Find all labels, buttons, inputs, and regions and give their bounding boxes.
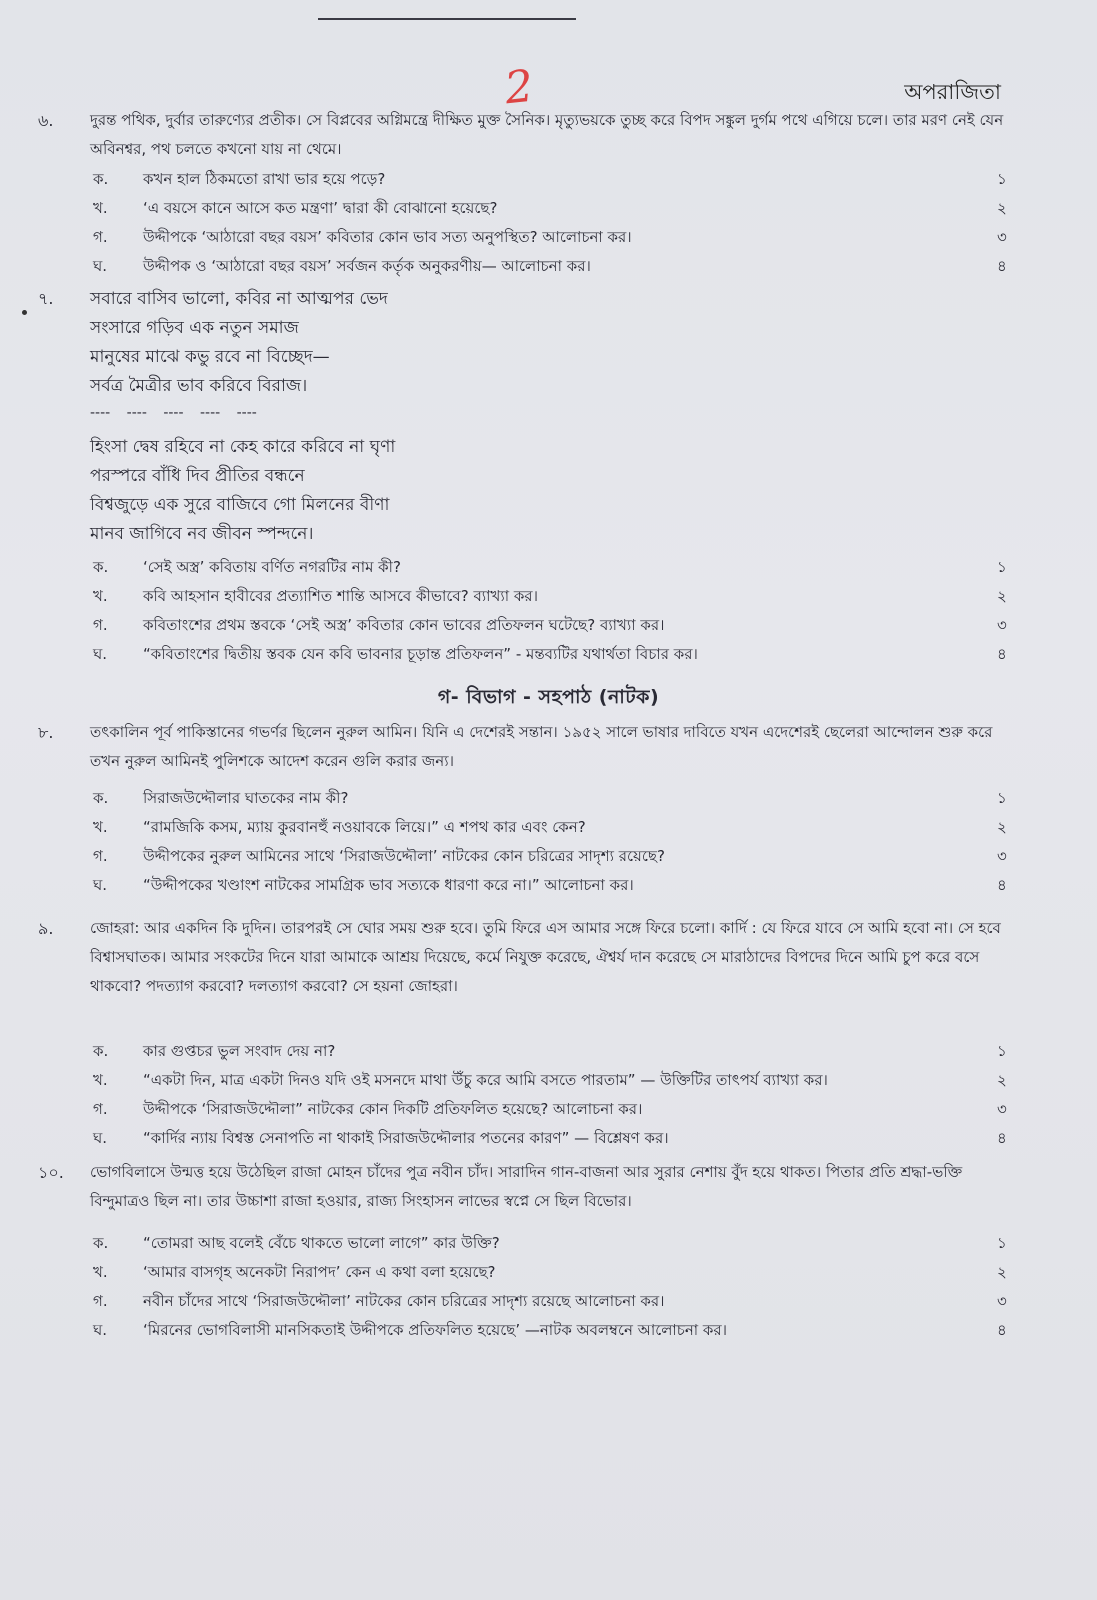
sub-mark: ২ bbox=[997, 1263, 1007, 1281]
poem-line: সবারে বাসিব ভালো, কবির না আত্মপর ভেদ bbox=[90, 289, 388, 309]
sub-mark: ৩ bbox=[997, 1100, 1007, 1118]
sub-letter: খ. bbox=[93, 587, 108, 605]
sub-letter: ঘ. bbox=[93, 1321, 108, 1339]
poem-line: বিশ্বজুড়ে এক সুরে বাজিবে গো মিলনের বীণা bbox=[90, 495, 390, 515]
sub-mark: ২ bbox=[997, 818, 1007, 836]
sub-text: নবীন চাঁদের সাথে ‘সিরাজউদ্দৌলা’ নাটকের কোন চরিত্রের সাদৃশ্য রয়েছে আলোচনা কর। bbox=[143, 1292, 665, 1310]
sub-mark: ২ bbox=[997, 199, 1007, 217]
poem-line: হিংসা দ্বেষ রহিবে না কেহ কারে করিবে না ঘৃণা bbox=[90, 437, 396, 457]
question-number: ৮. bbox=[38, 723, 54, 742]
question-number: ৬. bbox=[38, 111, 54, 130]
sub-mark: ৩ bbox=[997, 616, 1007, 634]
sub-mark: ৪ bbox=[997, 645, 1007, 663]
sub-letter: ক. bbox=[93, 558, 109, 576]
sub-text: উদ্দীপক ও ‘আঠারো বছর বয়স’ সর্বজন কর্তৃক অনুকরণীয়— আলোচনা কর। bbox=[143, 257, 591, 275]
sub-mark: ৪ bbox=[997, 876, 1007, 894]
sub-letter: ক. bbox=[93, 170, 109, 188]
sub-text: “তোমরা আছ বলেই বেঁচে থাকতে ভালো লাগে” কার উক্তি? bbox=[143, 1234, 500, 1252]
sub-mark: ১ bbox=[997, 789, 1007, 807]
sub-text: ‘এ বয়সে কানে আসে কত মন্ত্রণা’ দ্বারা কী বোঝানো হয়েছে? bbox=[143, 199, 498, 217]
sub-text: কার গুপ্তচর ভুল সংবাদ দেয় না? bbox=[143, 1042, 336, 1060]
top-rule bbox=[318, 18, 576, 20]
sub-letter: গ. bbox=[93, 616, 108, 634]
sub-text: কখন হাল ঠিকমতো রাখা ভার হয়ে পড়ে? bbox=[143, 170, 386, 188]
sub-mark: ৩ bbox=[997, 228, 1007, 246]
question-number: ৭. bbox=[38, 289, 54, 308]
sub-mark: ৩ bbox=[997, 1292, 1007, 1310]
sub-letter: ক. bbox=[93, 1042, 109, 1060]
section-title: গ- বিভাগ - সহপাঠ (নাটক) bbox=[437, 686, 660, 708]
book-name: অপরাজিতা bbox=[904, 80, 1001, 104]
sub-mark: ১ bbox=[997, 1042, 1007, 1060]
sub-letter: ঘ. bbox=[93, 1129, 108, 1147]
sub-text: কবিতাংশের প্রথম স্তবকে ‘সেই অস্ত্র’ কবিতার কোন ভাবের প্রতিফলন ঘটেছে? ব্যাখ্যা কর। bbox=[143, 616, 665, 634]
sub-text: “কার্দির ন্যায় বিশ্বস্ত সেনাপতি না থাকাই সিরাজউদ্দৌলার পতনের কারণ” — বিশ্লেষণ কর। bbox=[143, 1129, 669, 1147]
sub-mark: ৪ bbox=[997, 257, 1007, 275]
sub-mark: ২ bbox=[997, 587, 1007, 605]
stanza-separator: ---- ---- ---- ---- ---- bbox=[90, 405, 257, 421]
sub-text: ‘আমার বাসগৃহ অনেকটা নিরাপদ’ কেন এ কথা বলা হয়েছে? bbox=[143, 1263, 496, 1281]
question-stem: ভোগবিলাসে উন্মত্ত হয়ে উঠেছিল রাজা মোহন চাঁদের পুত্র নবীন চাঁদ। সারাদিন গান-বাজনা আর সুরার নেশায় বুঁদ হয়ে থাকত। পিতার প্রতি শ্রদ্ধা-ভক্তি বিন্দুমাত্রও ছিল না। তার উচ্চাশা রাজা হওয়ার, রাজ্য সিংহাসন লাভের স্বপ্নে সে ছিল বিভোর। bbox=[90, 1163, 963, 1210]
sub-letter: খ. bbox=[93, 1263, 108, 1281]
sub-text: উদ্দীপকে ‘সিরাজউদ্দৌলা” নাটকের কোন দিকটি প্রতিফলিত হয়েছে? আলোচনা কর। bbox=[143, 1100, 643, 1118]
sub-text: উদ্দীপকের নুরুল আমিনের সাথে ‘সিরাজউদ্দৌলা’ নাটকের কোন চরিত্রের সাদৃশ্য রয়েছে? bbox=[143, 847, 665, 865]
sub-text: ‘সেই অস্ত্র’ কবিতায় বর্ণিত নগরটির নাম কী? bbox=[143, 558, 401, 576]
poem-line: পরস্পরে বাঁধি দিব প্রীতির বন্ধনে bbox=[90, 466, 305, 486]
sub-text: ‘মিরনের ভোগবিলাসী মানসিকতাই উদ্দীপকে প্রতিফলিত হয়েছে’ —নাটক অবলম্বনে আলোচনা কর। bbox=[143, 1321, 728, 1339]
sub-mark: ৩ bbox=[997, 847, 1007, 865]
poem-line: মানব জাগিবে নব জীবন স্পন্দনে। bbox=[90, 524, 314, 544]
sub-text: কবি আহসান হাবীবের প্রত্যাশিত শান্তি আসবে কীভাবে? ব্যাখ্যা কর। bbox=[143, 587, 538, 605]
sub-letter: ঘ. bbox=[93, 645, 108, 663]
question-number: ৯. bbox=[38, 919, 54, 938]
sub-text: “কবিতাংশের দ্বিতীয় স্তবক যেন কবি ভাবনার চূড়ান্ত প্রতিফলন” - মন্তব্যটির যথার্থতা বিচার কর। bbox=[143, 645, 698, 663]
sub-letter: গ. bbox=[93, 847, 108, 865]
ink-dot bbox=[22, 310, 27, 315]
poem-line: মানুষের মাঝে কভু রবে না বিচ্ছেদ— bbox=[90, 347, 330, 367]
sub-mark: ৪ bbox=[997, 1129, 1007, 1147]
sub-letter: গ. bbox=[93, 1100, 108, 1118]
sub-letter: খ. bbox=[93, 818, 108, 836]
sub-mark: ৪ bbox=[997, 1321, 1007, 1339]
sub-mark: ১ bbox=[997, 1234, 1007, 1252]
handwritten-page-mark: 2 bbox=[502, 60, 536, 115]
question-stem: দুরন্ত পথিক, দুর্বার তারুণ্যের প্রতীক। সে বিপ্লবের অগ্নিমন্ত্রে দীক্ষিত মুক্ত সৈনিক। মৃত্যুভয়কে তুচ্ছ করে বিপদ সঙ্কুল দুর্গম পথে এগিয়ে চলে। তার মরণ নেই যেন অবিনশ্বর, পথ চলতে কখনো যায় না থেমে। bbox=[90, 111, 1004, 158]
poem-line: সর্বত্র মৈত্রীর ভাব করিবে বিরাজ। bbox=[90, 376, 308, 396]
sub-text: উদ্দীপকে ‘আঠারো বছর বয়স’ কবিতার কোন ভাব সত্য অনুপস্থিত? আলোচনা কর। bbox=[143, 228, 632, 246]
sub-letter: ঘ. bbox=[93, 257, 108, 275]
sub-text: সিরাজউদ্দৌলার ঘাতকের নাম কী? bbox=[143, 789, 349, 807]
sub-text: “উদ্দীপকের খণ্ডাংশ নাটকের সামগ্রিক ভাব সত্যকে ধারণা করে না।” আলোচনা কর। bbox=[143, 876, 634, 894]
sub-mark: ২ bbox=[997, 1071, 1007, 1089]
question-stem: জোহরা: আর একদিন কি দুদিন। তারপরই সে ঘোর সময় শুরু হবে। তুমি ফিরে এস আমার সঙ্গে ফিরে চলো। কার্দি : যে ফিরে যাবে সে আমি হবো না। সে হবে বিশ্বাসঘাতক। আমার সংকটের দিনে যারা আমাকে আশ্রয় দিয়েছে, কর্মে নিযুক্ত করেছে, ঐশ্বর্য দান করেছে সে মারাঠাদের বিপদের দিনে আমি চুপ করে বসে থাকবো? পদত্যাগ করবো? দলত্যাগ করবো? সে হয়না জোহরা। bbox=[90, 919, 1001, 995]
sub-text: “একটা দিন, মাত্র একটা দিনও যদি ওই মসনদে মাথা উঁচু করে আমি বসতে পারতাম” — উক্তিটির তাৎপর্য ব্যাখ্যা কর। bbox=[143, 1071, 828, 1089]
sub-text: “রামজিকি কসম, ম্যায় কুরবানহুঁ নওয়াবকে লিয়ে।” এ শপথ কার এবং কেন? bbox=[143, 818, 586, 836]
sub-letter: খ. bbox=[93, 1071, 108, 1089]
question-number: ১০. bbox=[38, 1163, 64, 1182]
poem-line: সংসারে গড়িব এক নতুন সমাজ bbox=[90, 318, 299, 338]
sub-letter: ক. bbox=[93, 1234, 109, 1252]
sub-mark: ১ bbox=[997, 558, 1007, 576]
question-stem: তৎকালিন পূর্ব পাকিস্তানের গভর্ণর ছিলেন নুরুল আমিন। যিনি এ দেশেরই সন্তান। ১৯৫২ সালে ভাষার দাবিতে যখন এদেশেরই ছেলেরা আন্দোলন শুরু করে তখন নুরুল আমিনই পুলিশকে আদেশ করেন গুলি করার জন্য। bbox=[90, 723, 993, 770]
sub-letter: গ. bbox=[93, 1292, 108, 1310]
sub-letter: খ. bbox=[93, 199, 108, 217]
sub-letter: গ. bbox=[93, 228, 108, 246]
sub-letter: ক. bbox=[93, 789, 109, 807]
sub-mark: ১ bbox=[997, 170, 1007, 188]
sub-letter: ঘ. bbox=[93, 876, 108, 894]
